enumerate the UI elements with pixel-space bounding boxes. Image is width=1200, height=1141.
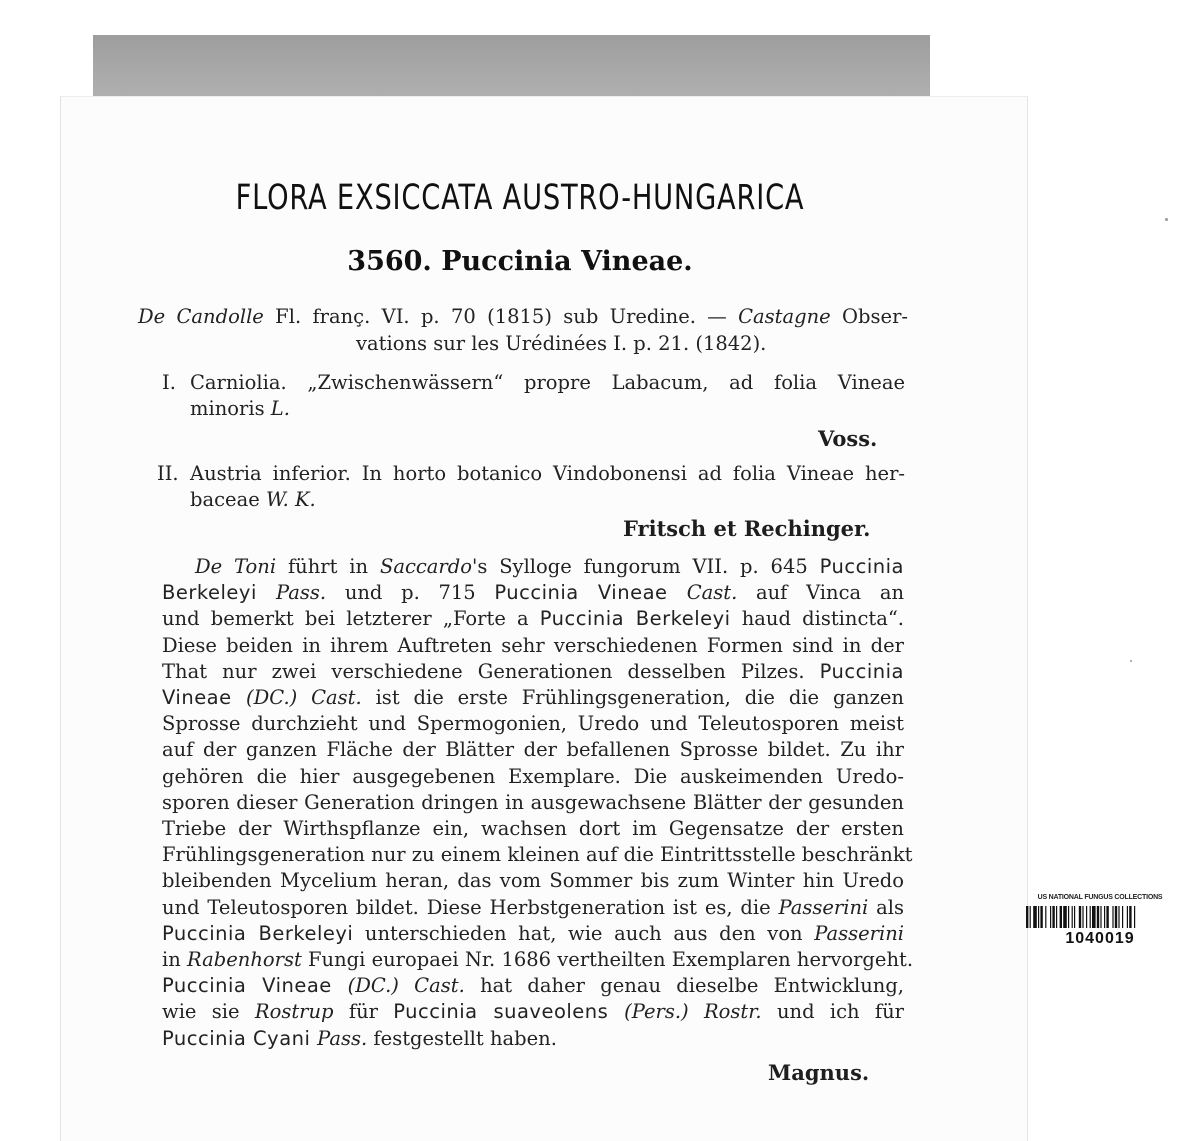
note-line [162, 947, 914, 973]
note-taxon-text: Puccinia Cyani [162, 1026, 318, 1050]
note-line [162, 685, 904, 711]
note-taxon-text: Puccinia [819, 659, 904, 683]
note-line [162, 790, 904, 816]
locality-line: Austria inferior. In horto botanico Vindobonensi ad folia Vineae her- [190, 462, 905, 485]
note-text: Sprosse durchzieht und Spermogonien, Uredo und Teleutosporen meist [162, 712, 904, 736]
barcode-bar [1127, 906, 1128, 928]
note-text: und Teleutosporen bildet. Diese Herbstgeneration ist es, die [162, 895, 779, 919]
scan-speck [1130, 660, 1132, 662]
note-text: wie sie [162, 1000, 255, 1024]
barcode-bar [1134, 906, 1135, 928]
scan-speck [1165, 218, 1168, 221]
barcode-bar [1052, 906, 1054, 928]
locality-line [190, 396, 290, 422]
note-italic-text: (DC.) Cast. [347, 974, 465, 998]
species-heading: 3560. Puccinia Vineae. [347, 246, 693, 277]
barcode-icon [1026, 906, 1174, 928]
barcode-bar [1050, 906, 1051, 928]
reference-line-2: vations sur les Urédinées I. p. 21. (1842). [356, 332, 767, 355]
barcode-bar [1118, 906, 1119, 928]
note-line [162, 737, 904, 763]
authority: L. [270, 397, 290, 420]
note-taxon-text: Puccinia Vineae [494, 581, 687, 605]
locality-number: I. [162, 371, 176, 394]
barcode-bar [1104, 906, 1105, 928]
note-author: Magnus. [768, 1060, 870, 1085]
barcode-bar [1056, 906, 1057, 928]
note-line [162, 1026, 904, 1052]
note-text: für [333, 1000, 394, 1024]
note-italic-text: Saccardo [379, 555, 472, 578]
note-text: und bemerkt bei letzterer „Forte a [162, 607, 540, 631]
note-taxon-text: Vineae [162, 686, 246, 709]
barcode-bar [1122, 906, 1123, 928]
collector-voss: Voss. [818, 426, 878, 451]
barcode-bar [1115, 906, 1117, 928]
note-text: Fungi europaei Nr. 1686 vertheilten Exemplaren hervorgeht. [301, 948, 914, 971]
barcode-bar [1086, 906, 1087, 928]
note-italic-text: Passerini [814, 921, 904, 945]
note-line [195, 554, 904, 580]
note-taxon-text: Puccinia Berkeleyi [539, 607, 731, 631]
barcode-bar [1026, 906, 1028, 928]
barcode-bar [1030, 906, 1031, 928]
collector-fritsch-rechinger: Fritsch et Rechinger. [623, 516, 871, 541]
barcode-bar [1072, 906, 1073, 928]
barcode-bar [1074, 906, 1075, 928]
note-italic-text: Rostrup [254, 1000, 334, 1024]
reference-author: Castagne [738, 305, 831, 328]
herbarium-barcode-label [1020, 890, 1180, 960]
note-line [162, 659, 904, 685]
barcode-bar [1063, 906, 1067, 928]
note-taxon-text: Berkeleyi [162, 581, 277, 605]
barcode-caption: US NATIONAL FUNGUS COLLECTIONS [1037, 894, 1163, 901]
note-line [162, 868, 904, 894]
note-taxon-text: Puccinia [819, 555, 905, 578]
locality-number: II. [157, 462, 179, 485]
locality-text: baceae [190, 488, 266, 511]
note-text: sporen dieser Generation dringen in ausgewachsene Blätter der gesunden [162, 790, 904, 814]
note-text: bleibenden Mycelium heran, das vom Sommer bis zum Winter hin Uredo [162, 869, 904, 893]
note-text: hat daher genau dieselbe Entwicklung, [464, 974, 905, 998]
note-line [162, 895, 904, 921]
note-line [162, 921, 904, 947]
note-text: führt in [276, 555, 380, 578]
note-text: unterschieden hat, wie auch aus den von [353, 921, 815, 945]
note-text: festgestellt haben. [367, 1026, 557, 1050]
reference-author: De Candolle [138, 305, 264, 328]
note-taxon-text: Puccinia Vineae [162, 974, 348, 998]
locality-line: Carniolia. „Zwischenwässern“ propre Labacum, ad folia Vineae [190, 371, 905, 394]
note-text: Triebe der Wirthspflanze ein, wachsen dort im Gegensatze der ersten [162, 817, 904, 840]
note-line [162, 633, 904, 659]
locality-line [190, 487, 316, 513]
note-text: auf der ganzen Fläche der Blätter der befallenen Sprosse bildet. Zu ihr [162, 738, 904, 762]
note-line [162, 973, 904, 999]
note-text: Diese beiden in ihrem Auftreten sehr verschiedenen Formen sind in der [162, 633, 904, 657]
reference-text: Fl. franç. VI. p. 70 (1815) sub Uredine. — [263, 305, 739, 328]
note-italic-text: (Pers.) Rostr. [624, 1000, 762, 1024]
barcode-bar [1060, 906, 1062, 928]
barcode-bar [1068, 906, 1069, 928]
note-italic-text: Rabenhorst [187, 948, 302, 971]
barcode-bar [1100, 906, 1101, 928]
note-italic-text: Pass. [276, 581, 327, 605]
barcode-bar [1106, 906, 1108, 928]
note-line [162, 764, 904, 790]
barcode-bar [1092, 906, 1096, 928]
barcode-bar [1090, 906, 1091, 928]
barcode-bar [1097, 906, 1099, 928]
authority: W. K. [265, 488, 316, 511]
note-line [162, 999, 904, 1025]
note-text: ist die erste Frühlingsgeneration, die die ganzen [361, 686, 904, 709]
barcode-bar [1112, 906, 1113, 928]
reference-line-1 [138, 304, 908, 330]
note-text: und ich für [761, 1000, 905, 1024]
note-line [162, 580, 904, 606]
note-line [162, 842, 913, 868]
barcode-number: 1040019 [1065, 930, 1135, 947]
barcode-bar [1129, 906, 1131, 928]
reference-text: Obser- [830, 305, 908, 328]
note-taxon-text: Puccinia suaveolens [393, 1000, 625, 1024]
barcode-bar [1045, 906, 1046, 928]
barcode-bar [1033, 906, 1037, 928]
note-text: auf Vinca an [737, 581, 905, 605]
barcode-bar [1082, 906, 1083, 928]
note-italic-text: (DC.) Cast. [246, 686, 362, 709]
note-text: gehören die hier ausgegebenen Exemplare. Die auskeimenden Uredo- [162, 764, 904, 788]
flora-title: FLORA EXSICCATA AUSTRO-HUNGARICA [235, 178, 805, 218]
note-text: 's Sylloge fungorum VII. p. 645 [471, 555, 820, 578]
barcode-bar [1079, 906, 1081, 928]
note-taxon-text: Puccinia Berkeleyi [162, 921, 354, 945]
barcode-bar [1038, 906, 1039, 928]
note-text: Frühlingsgeneration nur zu einem kleinen auf die Eintrittsstelle beschränkt [162, 843, 913, 867]
note-line [162, 606, 904, 632]
locality-text: minoris [190, 397, 271, 420]
note-text: als [868, 895, 904, 919]
note-line [162, 816, 904, 842]
note-text: in [162, 948, 187, 971]
note-italic-text: Cast. [686, 581, 738, 605]
note-line [162, 711, 904, 737]
note-italic-text: Passerini [778, 895, 869, 919]
note-text: That nur zwei verschiedene Generationen desselben Pilzes. [162, 659, 820, 683]
note-text: haud distincta“. [730, 607, 905, 631]
barcode-bar [1040, 906, 1042, 928]
note-italic-text: Pass. [317, 1026, 368, 1050]
note-italic-text: De Toni [195, 555, 277, 578]
note-text: und p. 715 [326, 581, 495, 605]
